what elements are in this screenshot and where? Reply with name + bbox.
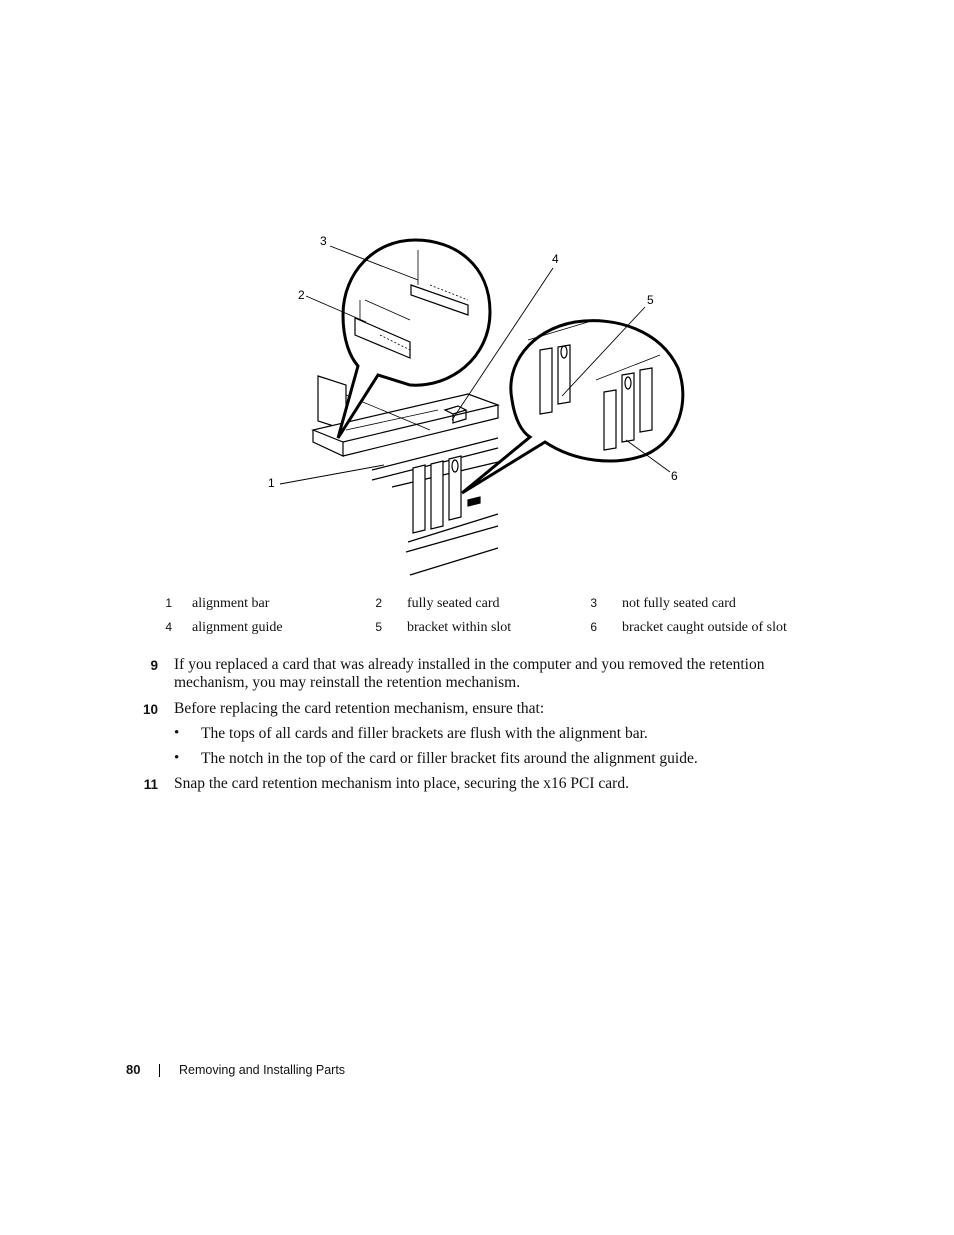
- bullet-icon: •: [174, 750, 180, 766]
- legend-label: fully seated card: [407, 596, 500, 611]
- step-text: If you replaced a card that was already installed in the computer and you removed the retention mechanism, you may reinstall the retention mechanism.: [174, 656, 765, 691]
- legend-number: 1: [165, 596, 172, 610]
- step-text: Before replacing the card retention mechanism, ensure that:: [174, 700, 545, 717]
- legend-number: 4: [165, 620, 172, 634]
- legend-row: [0, 596, 954, 616]
- step-number: 11: [143, 777, 158, 792]
- section-title: Removing and Installing Parts: [179, 1063, 346, 1077]
- callout-6: 6: [671, 469, 678, 483]
- legend-label: alignment bar: [192, 596, 270, 611]
- callout-3: 3: [320, 234, 327, 248]
- callout-2: 2: [298, 288, 305, 302]
- page-footer: [0, 1062, 954, 1082]
- legend-label: bracket within slot: [407, 620, 512, 635]
- card-alignment-illustration: [0, 0, 954, 590]
- legend-label: bracket caught outside of slot: [622, 620, 787, 635]
- legend-number: 6: [590, 620, 597, 634]
- illustration-drawing: [0, 0, 954, 590]
- step-text: Snap the card retention mechanism into place, securing the x16 PCI card.: [174, 775, 629, 792]
- callout-4: 4: [552, 252, 559, 266]
- step-number: 10: [142, 702, 158, 717]
- bullet-text: The notch in the top of the card or filler bracket fits around the alignment guide.: [201, 750, 698, 767]
- legend-label: not fully seated card: [622, 596, 736, 611]
- footer-divider: [159, 1064, 160, 1077]
- legend-row: [0, 620, 954, 640]
- legend-number: 5: [375, 620, 382, 634]
- callout-5: 5: [647, 293, 654, 307]
- bullet-text: The tops of all cards and filler brackets are flush with the alignment bar.: [201, 725, 648, 742]
- page-number: 80: [126, 1062, 141, 1077]
- legend-number: 2: [375, 596, 382, 610]
- bullet-icon: •: [174, 725, 180, 741]
- legend-number: 3: [590, 596, 597, 610]
- callout-1: 1: [268, 476, 275, 490]
- step-number: 9: [150, 658, 158, 673]
- legend-label: alignment guide: [192, 620, 283, 635]
